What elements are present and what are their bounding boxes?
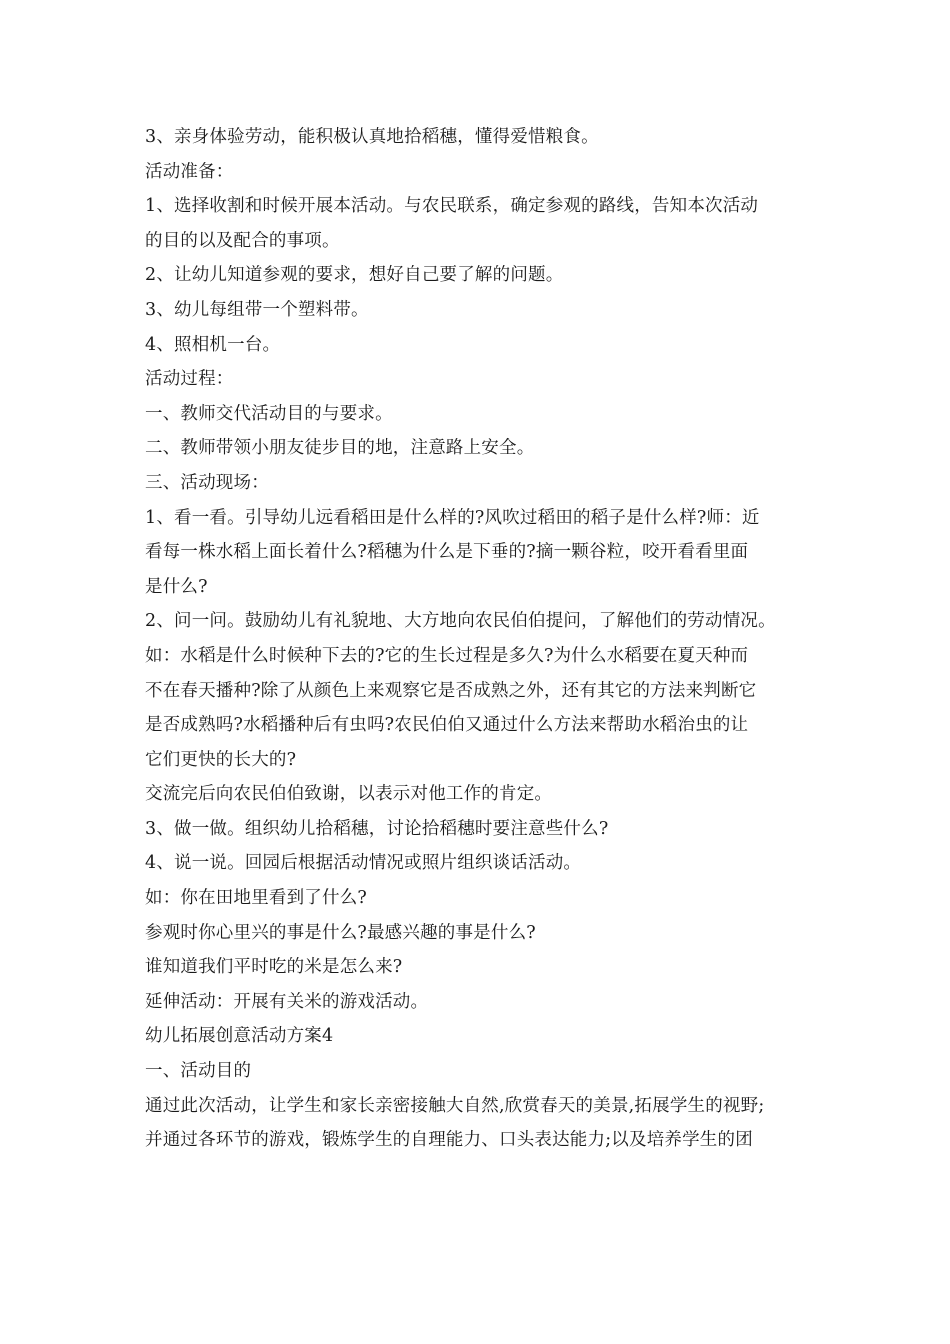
text-line: 如：水稻是什么时候种下去的?它的生长过程是多久?为什么水稻要在夏天种而 (145, 645, 749, 666)
text-line: 4、说一说。回园后根据活动情况或照片组织谈话活动。 (145, 853, 582, 874)
text-line: 2、问一问。鼓励幼儿有礼貌地、大方地向农民伯伯提问，了解他们的劳动情况。 (145, 611, 776, 632)
text-line: 3、亲身体验劳动，能积极认真地拾稻穗，懂得爱惜粮食。 (145, 127, 599, 147)
text-line: 2、让幼儿知道参观的要求，想好自己要了解的问题。 (145, 265, 564, 286)
text-line: 参观时你心里兴的事是什么?最感兴趣的事是什么? (145, 922, 536, 943)
text-line: 是否成熟吗?水稻播种后有虫吗?农民伯伯又通过什么方法来帮助水稻治虫的让 (145, 715, 749, 736)
text-line: 交流完后向农民伯伯致谢，以表示对他工作的肯定。 (145, 784, 553, 805)
text-line: 延伸活动：开展有关米的游戏活动。 (145, 991, 429, 1012)
text-line: 1、选择收割和时候开展本活动。与农民联系，确定参观的路线，告知本次活动 (145, 196, 759, 217)
text-line: 谁知道我们平时吃的米是怎么来? (145, 957, 403, 978)
text-line: 三、活动现场： (145, 472, 269, 493)
text-line: 3、幼儿每组带一个塑料带。 (145, 299, 369, 320)
text-line: 一、教师交代活动目的与要求。 (145, 403, 393, 424)
text-line: 如：你在田地里看到了什么? (145, 888, 367, 909)
text-line: 3、做一做。组织幼儿拾稻穗，讨论拾稻穗时要注意些什么? (145, 818, 609, 839)
text-line: 是什么? (145, 576, 208, 597)
document-body (145, 120, 815, 1158)
text-line: 它们更快的长大的? (145, 749, 297, 770)
text-line: 1、看一看。引导幼儿远看稻田是什么样的?风吹过稻田的稻子是什么样?师：近 (145, 507, 760, 528)
section-heading: 活动准备： (145, 161, 234, 182)
text-line: 并通过各环节的游戏，锻炼学生的自理能力、口头表达能力;以及培养学生的团 (145, 1130, 753, 1151)
text-line: 二、教师带领小朋友徒步目的地，注意路上安全。 (145, 438, 535, 459)
text-line: 看每一株水稻上面长着什么?稻穗为什么是下垂的?摘一颗谷粒，咬开看看里面 (145, 542, 749, 563)
section-title: 幼儿拓展创意活动方案4 (145, 1026, 334, 1047)
text-line: 4、照相机一台。 (145, 334, 281, 355)
section-heading: 一、活动目的 (145, 1061, 252, 1082)
text-line: 通过此次活动，让学生和家长亲密接触大自然,欣赏春天的美景,拓展学生的视野; (145, 1095, 765, 1116)
text-line: 的目的以及配合的事项。 (145, 230, 340, 251)
text-line: 不在春天播种?除了从颜色上来观察它是否成熟之外，还有其它的方法来判断它 (145, 680, 757, 701)
section-heading: 活动过程： (145, 369, 234, 390)
